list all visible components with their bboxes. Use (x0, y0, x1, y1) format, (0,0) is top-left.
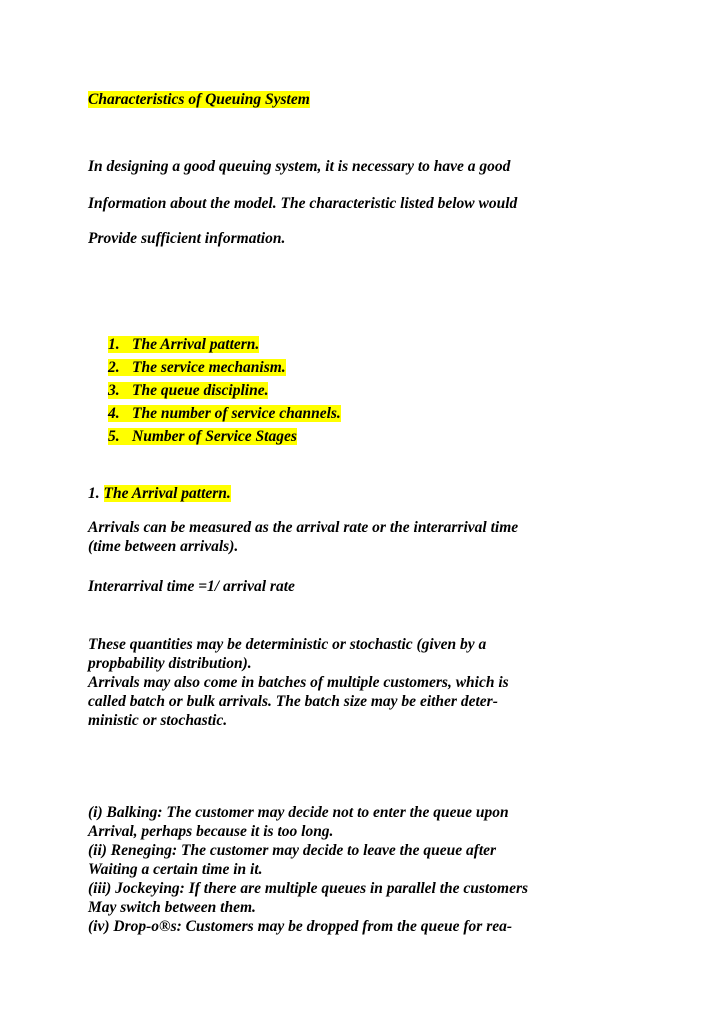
list-item-text: The queue discipline. (132, 382, 269, 399)
list-item (108, 356, 286, 379)
quantities-line-2: propbability distribution). (88, 655, 252, 672)
list-item-number: 1. (108, 336, 120, 353)
behaviour-line-2: Arrival, perhaps because it is too long. (88, 823, 334, 840)
list-item-text: The Arrival pattern. (132, 336, 260, 353)
list-item-number: 2. (108, 359, 120, 376)
formula-line: Interarrival time =1/ arrival rate (88, 578, 295, 595)
quantities-line-4: called batch or bulk arrivals. The batch size may be either deter- (88, 693, 498, 710)
list-item (108, 425, 297, 448)
intro-line-2: Information about the model. The characteristic listed below would (88, 195, 518, 212)
doc-title-text: Characteristics of Queuing System (88, 91, 310, 108)
behaviour-line-6: May switch between them. (88, 899, 256, 916)
list-item-text: Number of Service Stages (132, 428, 297, 445)
list-item (108, 333, 259, 356)
behaviour-line-3: (ii) Reneging: The customer may decide to leave the queue after (88, 842, 497, 859)
quantities-line-5: ministic or stochastic. (88, 712, 228, 729)
list-item (108, 402, 341, 425)
list-item-number: 3. (108, 382, 120, 399)
quantities-line-1: These quantities may be deterministic or stochastic (given by a (88, 636, 487, 653)
intro-line-3: Provide sufficient information. (88, 230, 286, 247)
list-item-text: The service mechanism. (132, 359, 286, 376)
list-item-number: 4. (108, 405, 120, 422)
quantities-line-3: Arrivals may also come in batches of multiple customers, which is (88, 674, 509, 691)
list-item-number: 5. (108, 428, 120, 445)
arrivals-line-2: (time between arrivals). (88, 538, 239, 555)
behaviour-line-4: Waiting a certain time in it. (88, 861, 263, 878)
behaviour-line-1: (i) Balking: The customer may decide not to enter the queue upon (88, 804, 509, 821)
section-heading (88, 484, 231, 503)
section-number: 1. (88, 485, 104, 502)
intro-line-1: In designing a good queuing system, it is necessary to have a good (88, 158, 511, 175)
arrivals-line-1: Arrivals can be measured as the arrival rate or the interarrival time (88, 519, 519, 536)
doc-title (88, 90, 310, 109)
list-item (108, 379, 268, 402)
behaviour-line-5: (iii) Jockeying: If there are multiple queues in parallel the customers (88, 880, 529, 897)
section-heading-text: The Arrival pattern. (103, 485, 231, 502)
behaviour-line-7: (iv) Drop-o®s: Customers may be dropped from the queue for rea- (88, 918, 513, 935)
list-item-text: The number of service channels. (132, 405, 341, 422)
